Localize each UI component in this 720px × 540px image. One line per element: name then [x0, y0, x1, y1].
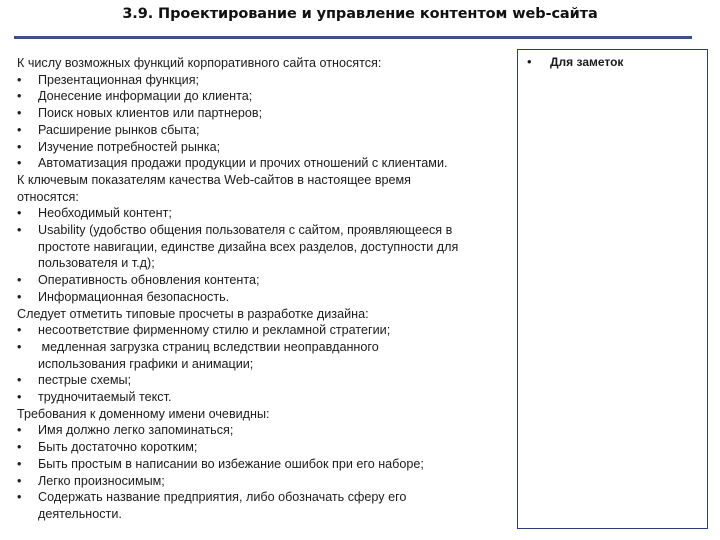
- list-item-text: Информационная безопасность.: [38, 289, 230, 304]
- list-item-text: Расширение рынков сбыта;: [38, 122, 200, 137]
- list-item-text: несоответствие фирменному стилю и рекламной стратегии;: [38, 323, 391, 338]
- list-item: [17, 88, 515, 105]
- list-item-text: Быть достаточно коротким;: [38, 440, 198, 455]
- list-item-text: использования графики и анимации;: [38, 356, 254, 371]
- list-item: [17, 439, 515, 456]
- quality-intro-line-2: относятся:: [17, 189, 79, 204]
- bullet-icon: •: [17, 223, 22, 238]
- list-item-text: пользователя и т.д);: [38, 256, 155, 271]
- bullet-icon: •: [17, 339, 22, 354]
- list-item-text: Автоматизация продажи продукции и прочих отношений с клиентами.: [38, 156, 448, 171]
- list-item-text: Донесение информации до клиента;: [38, 89, 253, 104]
- list-item-text: простоте навигации, единстве дизайна всех разделов, доступности для: [38, 239, 459, 254]
- list-item-text: медленная загрузка страниц вследствии неоправданного: [38, 339, 379, 354]
- list-item: [17, 222, 515, 272]
- list-item-text: Легко произносимым;: [38, 473, 165, 488]
- main-text-block: [17, 55, 515, 523]
- bullet-icon: •: [17, 456, 22, 471]
- list-item: [17, 155, 515, 172]
- list-item-text: Быть простым в написании во избежание ошибок при его наборе;: [38, 456, 424, 471]
- list-item-text: Презентационная функция;: [38, 72, 200, 87]
- list-item-text: Изучение потребностей рынка;: [38, 139, 221, 154]
- list-item: [17, 372, 515, 389]
- bullet-icon: •: [17, 440, 22, 455]
- list-item: [17, 105, 515, 122]
- bullet-icon: •: [17, 72, 22, 87]
- list-item-text: Имя должно легко запоминаться;: [38, 423, 234, 438]
- bullet-icon: •: [17, 206, 22, 221]
- list-item: [17, 139, 515, 156]
- list-item-text: пестрые схемы;: [38, 373, 132, 388]
- list-item: [17, 473, 515, 490]
- list-item-text: Содержать название предприятия, либо обозначать сферу его: [38, 490, 407, 505]
- notes-panel: [517, 49, 708, 529]
- bullet-icon: •: [17, 106, 22, 121]
- list-item: [17, 422, 515, 439]
- list-item: [17, 272, 515, 289]
- bullet-icon: •: [17, 323, 22, 338]
- bullet-icon: •: [17, 390, 22, 405]
- list-item-text: Поиск новых клиентов или партнеров;: [38, 106, 263, 121]
- bullet-icon: •: [17, 156, 22, 171]
- list-item: [17, 205, 515, 222]
- bullet-icon: •: [527, 54, 532, 69]
- list-item-text: Usability (удобство общения пользователя с сайтом, проявляющееся в: [38, 223, 453, 238]
- page-title: 3.9. Проектирование и управление контентом web-сайта: [122, 6, 598, 22]
- list-item-text: Необходимый контент;: [38, 206, 172, 221]
- quality-intro-line-1: К ключевым показателям качества Web-сайтов в настоящее время: [17, 172, 411, 187]
- bullet-icon: •: [17, 490, 22, 505]
- design-intro: Следует отметить типовые просчеты в разработке дизайна:: [17, 306, 369, 321]
- list-item: [17, 389, 515, 406]
- bullet-icon: •: [17, 289, 22, 304]
- bullet-icon: •: [17, 122, 22, 137]
- list-item: [17, 456, 515, 473]
- list-item: [17, 322, 515, 339]
- bullet-icon: •: [17, 373, 22, 388]
- list-item: [17, 122, 515, 139]
- notes-label: Для заметок: [550, 55, 624, 69]
- list-item: [17, 339, 515, 372]
- bullet-icon: •: [17, 139, 22, 154]
- functions-intro: К числу возможных функций корпоративного сайта относятся:: [17, 56, 382, 70]
- bullet-icon: •: [17, 423, 22, 438]
- bullet-icon: •: [17, 273, 22, 288]
- bullet-icon: •: [17, 473, 22, 488]
- bullet-icon: •: [17, 89, 22, 104]
- list-item: [17, 289, 515, 306]
- title-divider: [14, 36, 692, 39]
- list-item-text: трудночитаемый текст.: [38, 390, 172, 405]
- list-item: [17, 72, 515, 89]
- domain-intro: Требования к доменному имени очевидны:: [17, 406, 270, 421]
- list-item-text: Оперативность обновления контента;: [38, 273, 260, 288]
- list-item-text: деятельности.: [38, 506, 122, 521]
- list-item: [17, 489, 515, 522]
